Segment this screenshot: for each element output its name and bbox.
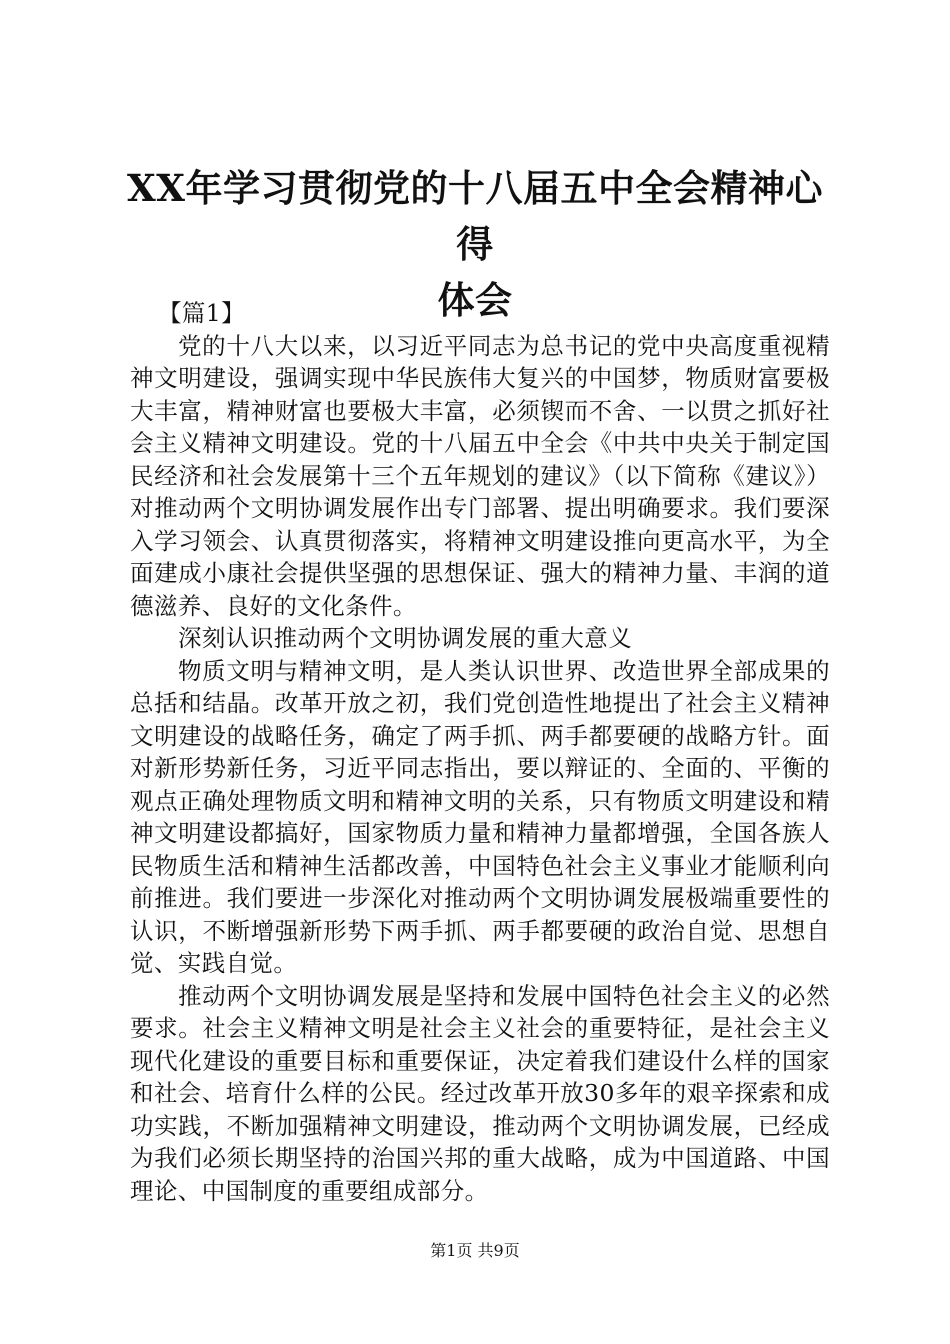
paragraph-significance: 物质文明与精神文明，是人类认识世界、改造世界全部成果的总括和结晶。改革开放之初，我们党创造性地提出了社会主义精神文明建设的战略任务，确定了两手抓、两手都要硬的战略方针。面对新形势新任务，习近平同志指出，要以辩证的、全面的、平衡的观点正确处理物质文明和精神文明的关系，只有物质文明建设和精神文明建设都搞好，国家物质力量和精神力量都增强，全国各族人民物质生活和精神生活都改善，中国特色社会主义事业才能顺利向前推进。我们要进一步深化对推动两个文明协调发展极端重要性的认识，不断增强新形势下两手抓、两手都要硬的政治自觉、思想自觉、实践自觉。 bbox=[130, 656, 830, 977]
document-body bbox=[130, 297, 830, 1207]
page-footer: 第1页 共9页 bbox=[430, 1241, 520, 1260]
section-label: 【篇1】 bbox=[158, 299, 246, 327]
section-heading: 深刻认识推动两个文明协调发展的重大意义 bbox=[178, 624, 633, 652]
paragraph-intro: 党的十八大以来，以习近平同志为总书记的党中央高度重视精神文明建设，强调实现中华民族伟大复兴的中国梦，物质财富要极大丰富，精神财富也要极大丰富，必须锲而不舍、一以贯之抓好社会主义精神文明建设。党的十八届五中全会《中共中央关于制定国民经济和社会发展第十三个五年规划的建议》（以下简称《建议》）对推动两个文明协调发展作出专门部署、提出明确要求。我们要深入学习领会、认真贯彻落实，将精神文明建设推向更高水平，为全面建成小康社会提供坚强的思想保证、强大的精神力量、丰润的道德滋养、良好的文化条件。 bbox=[130, 331, 830, 620]
paragraph-requirement: 推动两个文明协调发展是坚持和发展中国特色社会主义的必然要求。社会主义精神文明是社会主义社会的重要特征，是社会主义现代化建设的重要目标和重要保证，决定着我们建设什么样的国家和社会、培育什么样的公民。经过改革开放30多年的艰辛探索和成功实践，不断加强精神文明建设，推动两个文明协调发展，已经成为我们必须长期坚持的治国兴邦的重大战略，成为中国道路、中国理论、中国制度的重要组成部分。 bbox=[130, 981, 830, 1205]
title-line-1: XX年学习贯彻党的十八届五中全会精神心得 bbox=[127, 166, 823, 266]
title-line-2: 体会 bbox=[437, 278, 513, 322]
